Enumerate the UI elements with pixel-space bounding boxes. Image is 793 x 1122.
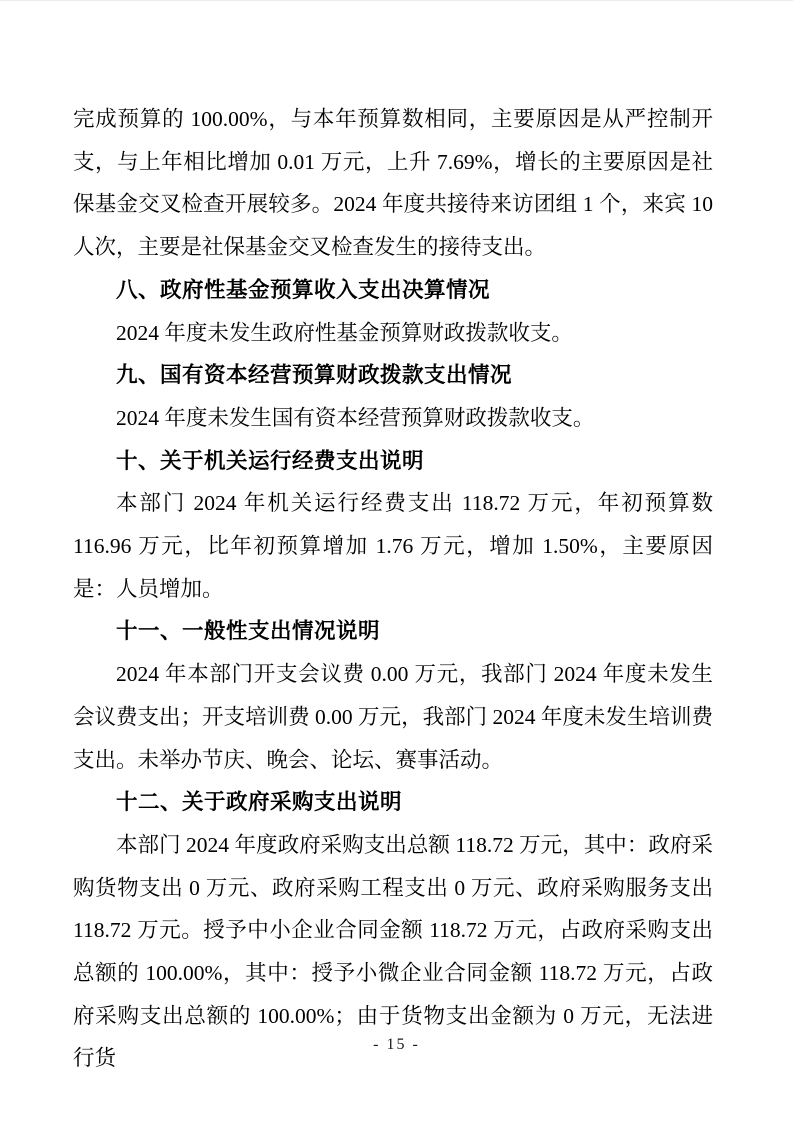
- paragraph: 完成预算的 100.00%，与本年预算数相同，主要原因是从严控制开支，与上年相比增加 0.01 万元，上升 7.69%，增长的主要原因是社保基金交叉检查开展较多。2024 年度共接待来访团组 1 个，来宾 10 人次，主要是社保基金交叉检查发生的接待支出。: [73, 107, 713, 260]
- section-heading: 八、政府性基金预算收入支出决算情况: [116, 277, 491, 302]
- paragraph: 2024 年度未发生国有资本经营预算财政拨款收支。: [116, 405, 595, 430]
- paragraph: 本部门 2024 年机关运行经费支出 118.72 万元，年初预算数 116.96 万元，比年初预算增加 1.76 万元，增加 1.50%，主要原因是：人员增加。: [73, 491, 713, 601]
- section-heading: 九、国有资本经营预算财政拨款支出情况: [116, 363, 513, 388]
- section-heading: 十一、一般性支出情况说明: [116, 619, 381, 644]
- page-number: - 15 -: [373, 1036, 420, 1053]
- paragraph: 2024 年本部门开支会议费 0.00 万元，我部门 2024 年度未发生会议费支出；开支培训费 0.00 万元，我部门 2024 年度未发生培训费支出。未举办节庆、晚会、论坛、赛事活动。: [73, 662, 713, 772]
- paragraph: 本部门 2024 年度政府采购支出总额 118.72 万元，其中：政府采购货物支出 0 万元、政府采购工程支出 0 万元、政府采购服务支出 118.72 万元。授予中小企业合同金额 118.72 万元，占政府采购支出总额的 100.00%，其中：授予小微企业合同金额 118.72 万元，占政府采购支出总额的 100.00%；由于货物支出金额为 0 万元，无法进行货: [73, 832, 713, 1071]
- section-heading: 十、关于机关运行经费支出说明: [116, 448, 425, 473]
- document-content: [73, 98, 713, 1080]
- paragraph: 2024 年度未发生政府性基金预算财政拨款收支。: [116, 320, 573, 345]
- section-heading: 十二、关于政府采购支出说明: [116, 790, 403, 815]
